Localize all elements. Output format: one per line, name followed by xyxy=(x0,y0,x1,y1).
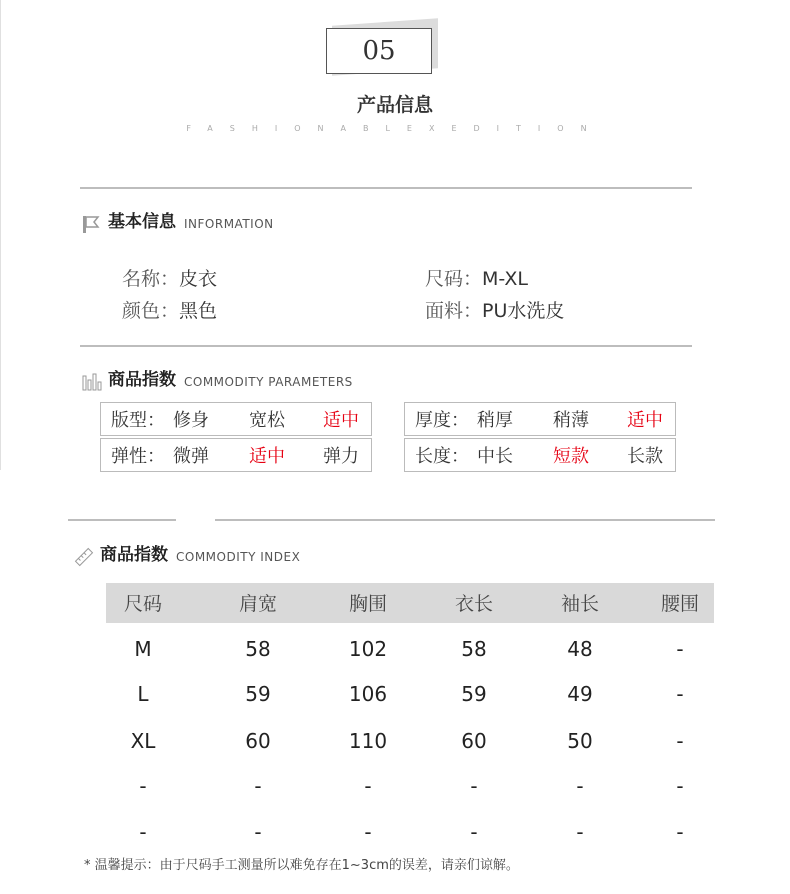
param-label: 弹性： xyxy=(111,446,165,467)
color-label: 颜色： xyxy=(122,300,180,322)
color-value: 黑色 xyxy=(179,300,218,322)
table-header-cell: 腰围 xyxy=(660,593,699,615)
name-label: 名称： xyxy=(122,268,180,290)
param-label: 厚度： xyxy=(415,410,469,431)
param-option-selected: 适中 xyxy=(323,410,359,431)
table-header-cell: 衣长 xyxy=(454,593,493,615)
table-cell: - xyxy=(364,774,372,798)
basic-info-title-en: INFORMATION xyxy=(184,217,274,231)
table-header-cell: 尺码 xyxy=(123,593,162,615)
table-cell: 59 xyxy=(245,682,271,706)
table-cell: - xyxy=(576,774,584,798)
measurement-note: * 温馨提示：由于尺码手工测量所以难免存在1~3cm的误差，请亲们谅解。 xyxy=(84,858,519,873)
table-cell: 49 xyxy=(567,682,593,706)
table-cell: - xyxy=(676,729,684,753)
param-option: 长款 xyxy=(627,446,663,467)
table-cell: - xyxy=(676,774,684,798)
param-option-selected: 短款 xyxy=(553,446,589,467)
table-cell: - xyxy=(470,820,478,844)
fabric-value: PU水洗皮 xyxy=(482,300,565,322)
table-cell: 58 xyxy=(245,637,271,661)
param-option: 稍薄 xyxy=(553,410,589,431)
param-option: 微弹 xyxy=(173,446,209,467)
table-cell: - xyxy=(676,820,684,844)
basic-info-title: 基本信息 xyxy=(108,212,176,232)
param-option: 中长 xyxy=(477,446,513,467)
params-title-en: COMMODITY PARAMETERS xyxy=(184,375,353,389)
table-cell: - xyxy=(364,820,372,844)
name-value: 皮衣 xyxy=(179,268,218,290)
table-cell: 106 xyxy=(348,682,388,706)
param-option: 宽松 xyxy=(249,410,285,431)
param-option: 弹力 xyxy=(323,446,359,467)
table-cell: 102 xyxy=(348,637,388,661)
param-label: 长度： xyxy=(415,446,469,467)
page-subtitle: FASHIONABLEXEDITION xyxy=(186,124,604,133)
table-header-cell: 胸围 xyxy=(348,593,387,615)
table-cell: - xyxy=(254,820,262,844)
table-cell: 58 xyxy=(461,637,487,661)
page-title: 产品信息 xyxy=(356,94,433,116)
table-cell: - xyxy=(470,774,478,798)
param-option: 修身 xyxy=(173,410,209,431)
table-cell: - xyxy=(139,820,147,844)
table-cell: XL xyxy=(130,729,156,753)
table-cell: - xyxy=(676,682,684,706)
table-cell: 59 xyxy=(461,682,487,706)
param-option-selected: 适中 xyxy=(249,446,285,467)
table-cell: 48 xyxy=(567,637,593,661)
size-label: 尺码： xyxy=(425,268,483,290)
param-option-selected: 适中 xyxy=(627,410,663,431)
fabric-label: 面料： xyxy=(425,300,483,322)
table-cell: - xyxy=(254,774,262,798)
table-cell: - xyxy=(576,820,584,844)
params-title: 商品指数 xyxy=(108,370,176,390)
size-value: M-XL xyxy=(482,268,528,290)
table-header-cell: 肩宽 xyxy=(238,593,277,615)
table-cell: - xyxy=(139,774,147,798)
banner-number: 05 xyxy=(326,28,432,74)
table-header-cell: 袖长 xyxy=(560,593,599,615)
param-label: 版型： xyxy=(111,410,165,431)
table-cell: M xyxy=(134,637,152,661)
table-cell: 110 xyxy=(348,729,388,753)
table-cell: 50 xyxy=(567,729,593,753)
index-title: 商品指数 xyxy=(100,545,168,565)
table-cell: L xyxy=(137,682,149,706)
table-cell: 60 xyxy=(461,729,487,753)
index-title-en: COMMODITY INDEX xyxy=(176,550,301,564)
param-option: 稍厚 xyxy=(477,410,513,431)
table-cell: 60 xyxy=(245,729,271,753)
table-cell: - xyxy=(676,637,684,661)
